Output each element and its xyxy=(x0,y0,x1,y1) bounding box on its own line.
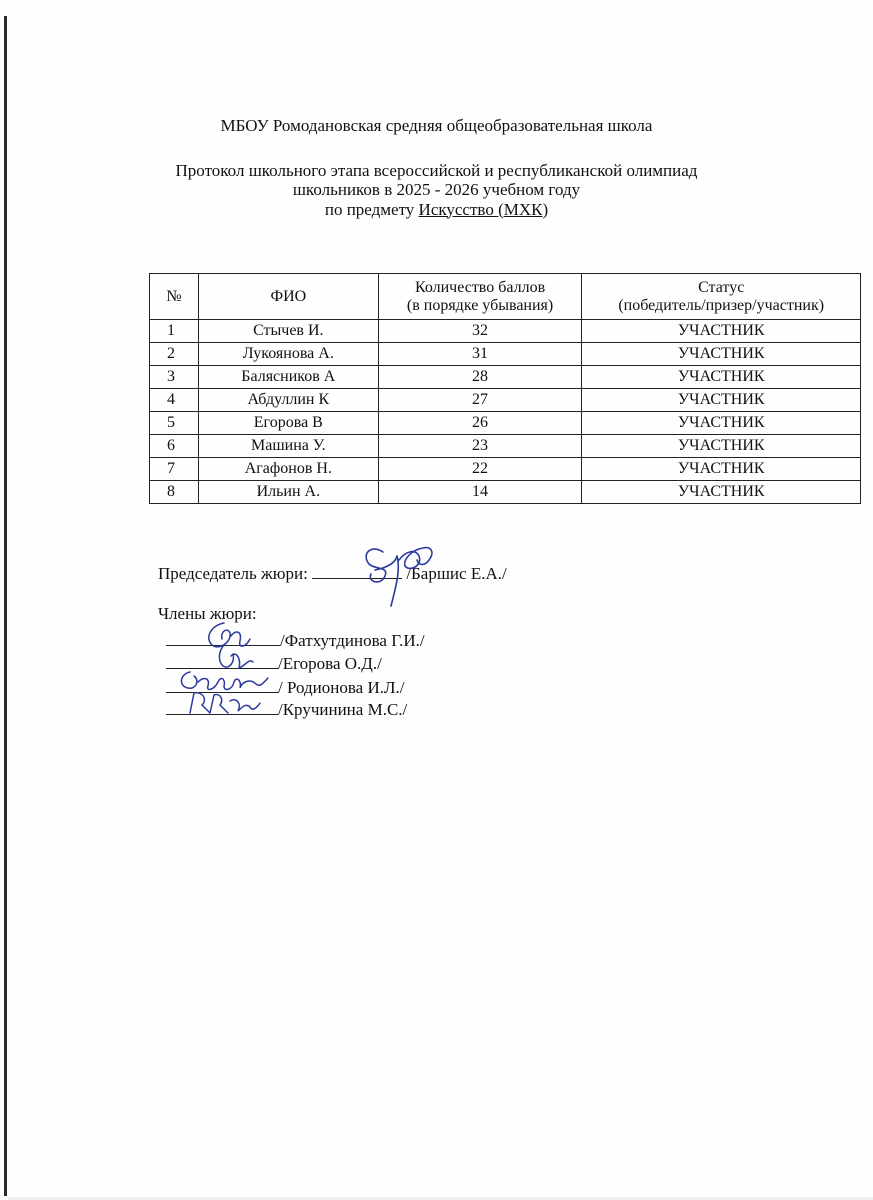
row-num: 3 xyxy=(150,366,199,389)
jury-member-name: / Родионова И.Л./ xyxy=(278,678,405,697)
row-status: УЧАСТНИК xyxy=(582,412,861,435)
col-score-line2: (в порядке убывания) xyxy=(406,296,554,314)
row-status: УЧАСТНИК xyxy=(582,343,861,366)
row-name: Абдуллин К xyxy=(198,389,378,412)
jury-member-row xyxy=(166,652,382,674)
jury-members-label: Члены жюри: xyxy=(158,604,257,623)
results-table xyxy=(149,273,861,504)
jury-member-name: /Фатхутдинова Г.И./ xyxy=(280,631,425,650)
col-header-num: № xyxy=(150,274,199,320)
jury-member-row xyxy=(166,698,407,720)
col-header-status xyxy=(582,274,861,320)
row-score: 28 xyxy=(378,366,582,389)
row-score: 23 xyxy=(378,435,582,458)
row-name: Балясников А xyxy=(198,366,378,389)
col-header-name: ФИО xyxy=(198,274,378,320)
col-status-line1: Статус xyxy=(698,278,745,296)
row-score: 27 xyxy=(378,389,582,412)
row-status: УЧАСТНИК xyxy=(582,366,861,389)
row-score: 31 xyxy=(378,343,582,366)
row-score: 22 xyxy=(378,458,582,481)
table-row xyxy=(150,458,861,481)
row-status: УЧАСТНИК xyxy=(582,389,861,412)
subject-name: Искусство (МХК) xyxy=(418,199,549,219)
table-row xyxy=(150,412,861,435)
jury-chair-line xyxy=(158,562,507,584)
member-signature-line xyxy=(166,652,278,669)
row-name: Ильин А. xyxy=(198,481,378,504)
table-header-row xyxy=(150,274,861,320)
school-name: МБОУ Ромодановская средняя общеобразовательная школа xyxy=(220,116,653,135)
chair-signature-line xyxy=(312,562,402,579)
subject-line xyxy=(0,200,873,220)
row-score: 14 xyxy=(378,481,582,504)
member-signature-line xyxy=(166,676,278,693)
jury-chair-label: Председатель жюри: xyxy=(158,564,308,583)
row-num: 8 xyxy=(150,481,199,504)
row-status: УЧАСТНИК xyxy=(582,320,861,343)
row-num: 6 xyxy=(150,435,199,458)
jury-member-row xyxy=(166,629,425,651)
row-num: 7 xyxy=(150,458,199,481)
protocol-title-line1: Протокол школьного этапа всероссийской и республиканской олимпиад xyxy=(175,160,698,180)
row-num: 5 xyxy=(150,412,199,435)
col-score-line1: Количество баллов xyxy=(414,278,546,296)
row-name: Егорова В xyxy=(198,412,378,435)
row-num: 4 xyxy=(150,389,199,412)
row-num: 2 xyxy=(150,343,199,366)
col-status-line2: (победитель/призер/участник) xyxy=(618,296,825,314)
row-name: Машина У. xyxy=(198,435,378,458)
row-name: Агафонов Н. xyxy=(198,458,378,481)
protocol-title-line2: школьников в 2025 - 2026 учебном году xyxy=(292,180,581,199)
document-header xyxy=(0,116,873,219)
table-row xyxy=(150,481,861,504)
table-row xyxy=(150,343,861,366)
table-row xyxy=(150,320,861,343)
member-signature-line xyxy=(166,698,278,715)
table-row xyxy=(150,389,861,412)
row-status: УЧАСТНИК xyxy=(582,458,861,481)
row-num: 1 xyxy=(150,320,199,343)
table-row xyxy=(150,366,861,389)
row-score: 26 xyxy=(378,412,582,435)
jury-chair-name: /Баршис Е.А./ xyxy=(406,564,507,583)
subject-prefix: по предмету xyxy=(324,199,419,219)
row-name: Стычев И. xyxy=(198,320,378,343)
col-header-score xyxy=(378,274,582,320)
member-signature-line xyxy=(166,629,280,646)
row-status: УЧАСТНИК xyxy=(582,435,861,458)
row-name: Лукоянова А. xyxy=(198,343,378,366)
row-status: УЧАСТНИК xyxy=(582,481,861,504)
jury-member-name: /Кручинина М.С./ xyxy=(278,700,408,719)
table-row xyxy=(150,435,861,458)
jury-member-name: /Егорова О.Д./ xyxy=(278,654,382,673)
jury-member-row xyxy=(166,676,405,698)
row-score: 32 xyxy=(378,320,582,343)
